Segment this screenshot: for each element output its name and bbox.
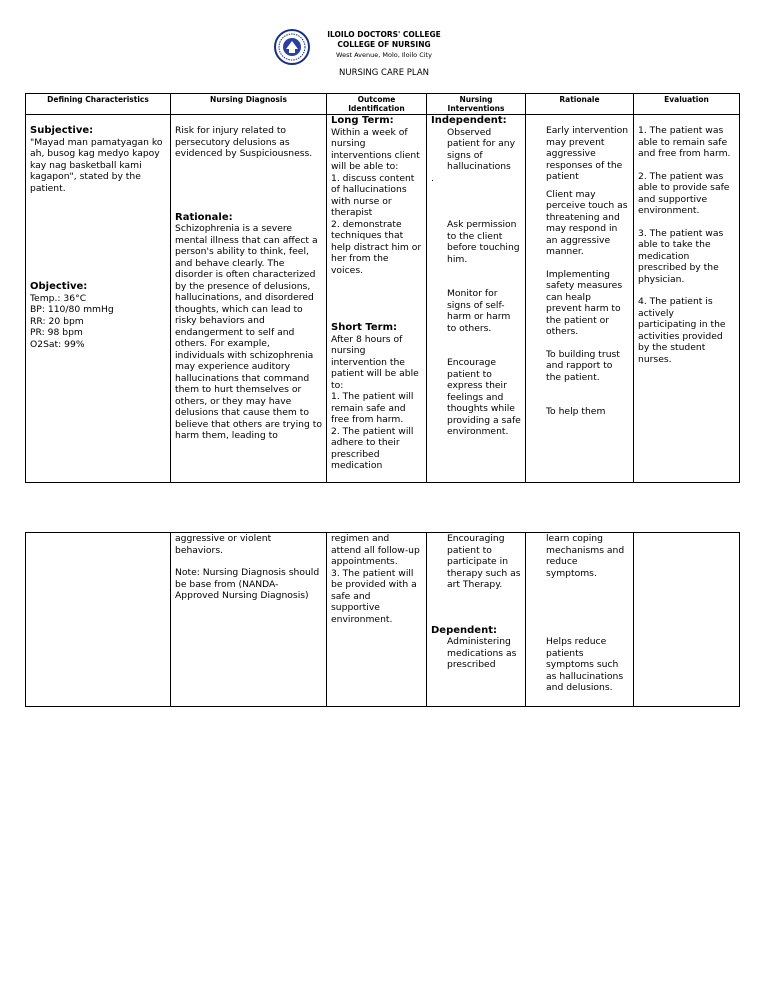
rationale-cell	[526, 115, 634, 483]
list-item	[530, 533, 629, 579]
bullet-icon	[431, 219, 447, 265]
short-term-item: 3. The patient will be provided with a safe and supportive environment.	[331, 567, 417, 625]
list-item	[530, 636, 629, 694]
rationale-label: Rationale:	[175, 211, 233, 223]
short-term-item: 2. The patient will adhere to their prescribed medication	[331, 425, 414, 471]
table-row	[26, 115, 740, 483]
rationale-text-cont: learn coping mechanisms and reduce symptoms.	[546, 533, 625, 579]
col-header-diagnosis: Nursing Diagnosis	[171, 94, 327, 115]
list-item	[431, 636, 521, 671]
rationale-text: To building trust and rapport to the patient.	[546, 348, 620, 383]
short-term-text: After 8 hours of nursing intervention the patient will be able to:	[331, 333, 419, 391]
bullet-icon	[530, 636, 546, 694]
table-row	[26, 533, 740, 707]
col-header-outcome: Outcome Identification	[327, 94, 427, 115]
defining-characteristics-cell	[26, 115, 171, 483]
outcome-identification-cell	[327, 115, 427, 483]
bullet-icon	[431, 533, 447, 591]
rationale-text: Early intervention may prevent aggressive responses of the patient	[546, 125, 629, 182]
rationale-text: Helps reduce patients symptoms such as hallucinations and delusions.	[546, 636, 624, 693]
rationale-text: Client may perceive touch as threatening and may respond in an aggressive manner.	[546, 188, 628, 257]
nursing-interventions-cell	[427, 533, 526, 707]
list-item	[431, 288, 521, 334]
list-item	[530, 349, 629, 384]
department-name: COLLEGE OF NURSING	[337, 40, 431, 49]
bullet-icon	[431, 357, 447, 438]
bullet-icon	[530, 406, 546, 418]
evaluation-item: 3. The patient was able to take the medication prescribed by the physician.	[638, 227, 724, 285]
evaluation-cell	[634, 533, 740, 707]
col-header-interventions: Nursing Interventions	[427, 94, 526, 115]
nursing-diagnosis-cell	[171, 115, 327, 483]
college-name: ILOILO DOCTORS' COLLEGE	[327, 30, 441, 39]
dependent-intervention-text: Administering medications as prescribed	[447, 636, 517, 670]
long-term-item: 2. demonstrate techniques that help distract him or her from the voices.	[331, 218, 422, 276]
list-item	[431, 219, 521, 265]
nursing-interventions-cell	[427, 115, 526, 483]
stray-dot: .	[431, 172, 434, 184]
list-item	[530, 125, 629, 183]
intervention-text: Ask permission to the client before touching him.	[447, 219, 520, 265]
short-term-item: 1. The patient will remain safe and free from harm.	[331, 391, 414, 425]
defining-characteristics-cell	[26, 533, 171, 707]
independent-label: Independent:	[431, 115, 507, 126]
long-term-item: 1. discuss content of hallucinations with nurse or therapist	[331, 172, 415, 218]
objective-label: Objective:	[30, 281, 88, 292]
objective-bp: BP: 110/80 mmHg	[30, 304, 114, 315]
college-heading	[314, 30, 454, 60]
subjective-label: Subjective:	[30, 125, 94, 136]
list-item	[530, 189, 629, 258]
intervention-text: Encourage patient to express their feelings and thoughts while providing a safe environment.	[447, 357, 521, 437]
objective-temp: Temp.: 36°C	[30, 292, 87, 304]
rationale-cell	[526, 533, 634, 707]
long-term-text: Within a week of nursing interventions client will be able to:	[331, 126, 420, 172]
rationale-text: Implementing safety measures can healp prevent harm to the patient or others.	[546, 268, 623, 337]
subjective-text: "Mayad man pamatyagan ko ah, busog kag medyo kapoy kay nag basketball kami kagapon", stated by the patient.	[30, 136, 163, 194]
evaluation-cell	[634, 115, 740, 483]
nursing-diagnosis-cell	[171, 533, 327, 707]
objective-rr: RR: 20 bpm	[30, 315, 84, 327]
short-term-label: Short Term:	[331, 322, 398, 333]
bullet-icon	[431, 127, 447, 173]
list-item	[431, 127, 521, 173]
list-item	[530, 269, 629, 338]
bullet-icon	[431, 636, 447, 671]
list-item	[431, 357, 521, 438]
diagnosis-rationale-cont: aggressive or violent behaviors.	[175, 533, 272, 556]
bullet-icon	[530, 189, 546, 258]
plan-title: NURSING CARE PLAN	[339, 68, 429, 78]
care-plan-table-page2	[25, 532, 740, 707]
college-address: West Avenue, Molo, Iloilo City	[336, 51, 432, 59]
col-header-defining: Defining Characteristics	[26, 94, 171, 115]
col-header-rationale: Rationale	[526, 94, 634, 115]
rationale-text: To help them	[546, 406, 606, 417]
objective-pr: PR: 98 bpm	[30, 327, 83, 338]
long-term-label: Long Term:	[331, 115, 394, 126]
diagnosis-note: Note: Nursing Diagnosis should be base from (NANDA- Approved Nursing Diagnosis)	[175, 567, 320, 601]
list-item	[530, 406, 629, 418]
list-item	[431, 533, 521, 591]
document-header	[0, 0, 768, 90]
evaluation-item: 4. The patient is actively participating in the activities provided by the student nurses.	[638, 296, 726, 365]
outcome-identification-cell	[327, 533, 427, 707]
table-header-row	[26, 94, 740, 115]
diagnosis-rationale: Schizophrenia is a severe mental illness that can affect a person's ability to think, feel, and behave clearly. The disorder is often characterized by the presence of delusions, hallucinations, and disordered thoughts, which can lead to risky behaviors and endangerment to self and others. For example, individuals with schizophrenia may experience auditory hallucinations that command them to hurt themselves or others, or they may have delusions that cause them to believe that others are trying to harm them, leading to	[175, 223, 322, 441]
evaluation-item: 2. The patient was able to provide safe and supportive environment.	[638, 170, 730, 216]
college-seal-icon	[274, 29, 310, 65]
diagnosis-text: Risk for injury related to persecutory delusions as evidenced by Suspiciousness.	[175, 125, 313, 159]
bullet-icon	[530, 125, 546, 183]
objective-o2sat: O2Sat: 99%	[30, 338, 85, 350]
short-term-cont: regimen and attend all follow-up appointments.	[331, 533, 420, 567]
care-plan-table-page1	[25, 93, 740, 483]
intervention-text: Observed patient for any signs of hallucinations	[447, 126, 516, 172]
col-header-evaluation: Evaluation	[634, 94, 740, 115]
intervention-text: Monitor for signs of self-harm or harm to others.	[447, 288, 511, 334]
bullet-icon	[530, 269, 546, 338]
dependent-label: Dependent:	[431, 624, 497, 636]
bullet-icon	[530, 349, 546, 384]
bullet-icon	[431, 288, 447, 334]
evaluation-item: 1. The patient was able to remain safe and free from harm.	[638, 125, 731, 159]
intervention-text: Encouraging patient to participate in therapy such as art Therapy.	[447, 533, 521, 590]
